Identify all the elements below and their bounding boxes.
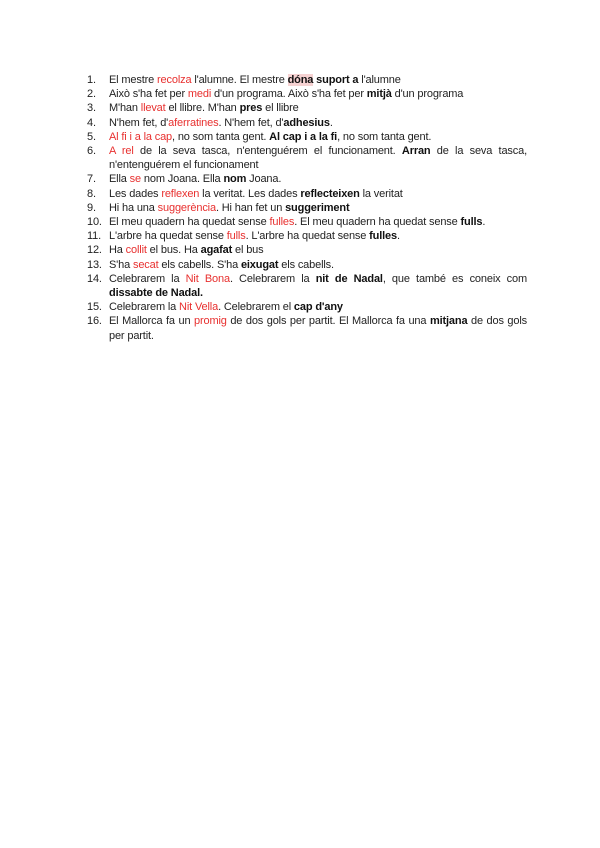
incorrect-form: fulles [269,216,295,229]
sentence [109,201,527,215]
list-item [87,144,527,172]
plain-text: d'un programa [391,88,464,101]
incorrect-form: recolza [157,74,192,86]
item-number: 8. [87,187,96,200]
correct-form: nit de Nadal [315,272,383,285]
correct-form: mitjana [429,315,468,328]
incorrect-form: Nit Vella [179,301,219,314]
sentence [109,130,527,144]
list-item [87,215,527,229]
item-number: 5. [87,130,96,143]
item-number: 2. [87,88,96,101]
correct-form: fulls [460,216,483,229]
incorrect-form: Nit Bona [185,272,230,285]
plain-text: . Celebrarem la [229,272,316,285]
correct-form: Al cap i a la fi [269,130,338,143]
sentence [109,144,527,172]
list-item [87,116,527,130]
sentence [109,243,527,257]
plain-text: la veritat. Les dades [199,187,301,200]
plain-text: . Hi han fet un [215,201,286,214]
plain-text: Ella [109,173,130,186]
item-number: 3. [87,102,96,115]
incorrect-form: A rel [109,145,134,158]
correct-form: adhesius [283,116,330,129]
correct-form: eixugat [240,258,279,271]
sentence [109,215,527,229]
incorrect-form: llevat [140,102,166,115]
plain-text: Hi ha una [109,201,158,214]
plain-text: nom Joana. Ella [140,173,224,186]
list-item [87,300,527,314]
item-number: 9. [87,201,96,214]
list-item [87,172,527,186]
plain-text: . L'arbre ha quedat sense [245,230,370,243]
plain-text: l'alumne. El mestre [191,74,288,86]
plain-text: . El meu quadern ha quedat sense [294,216,461,229]
sentence [109,87,527,101]
plain-text: Joana. [246,173,282,186]
plain-text: . N'hem fet, d' [218,116,284,129]
plain-text: Celebrarem la [109,301,180,314]
plain-text: , no som tanta gent. [337,130,432,143]
plain-text: S'ha [109,258,133,271]
correct-form: dissabte de Nadal. [109,287,203,300]
plain-text: . [482,216,486,229]
plain-text: l'alumne [358,74,401,86]
plain-text: la veritat [359,187,403,200]
item-number: 6. [87,145,96,158]
list-item [87,258,527,272]
item-number: 12. [87,244,102,257]
plain-text: els cabells. [278,258,334,271]
plain-text: Ha [109,244,126,257]
plain-text: el llibre. M'han [165,102,240,115]
plain-text: Celebrarem la [109,272,186,285]
sentence [109,229,527,243]
item-number: 10. [87,216,102,229]
plain-text: L'arbre ha quedat sense [109,230,227,243]
sentence [109,272,527,300]
plain-text: , que també es coneix com [382,272,528,285]
item-number: 11. [87,230,102,243]
item-number: 16. [87,315,102,328]
incorrect-form: Al fi i a la cap [109,130,173,143]
incorrect-form: medi [187,88,212,101]
plain-text: . [329,116,333,129]
sentence [109,300,527,314]
plain-text: El Mallorca fa un [109,315,195,328]
sentence [109,172,527,186]
sentence [109,314,527,342]
plain-text: El mestre [109,74,158,86]
item-number: 4. [87,116,96,129]
correct-form: suport a [313,74,359,86]
incorrect-form: collit [125,244,147,257]
correct-form: cap d'any [293,301,343,314]
plain-text: de la seva tasca, n'entenguérem el funcionament. [133,145,402,158]
incorrect-form: secat [132,258,159,271]
incorrect-form: suggerència [157,201,216,214]
plain-text: El meu quadern ha quedat sense [109,216,270,229]
plain-text: . Celebrarem el [218,301,294,314]
list-item [87,130,527,144]
plain-text: el llibre [262,102,299,115]
correct-form: Arran [401,145,431,158]
item-number: 15. [87,301,102,314]
plain-text: de dos gols per partit. El Mallorca fa una [226,315,430,328]
list-item [87,87,527,101]
plain-text: Les dades [109,187,162,200]
plain-text: de la seva tasca, n'entenguérem el funcionament [109,145,528,172]
plain-text: M'han [109,102,141,115]
sentence [109,101,527,115]
correct-form: reflecteixen [300,187,360,200]
incorrect-form: fulls [226,230,246,243]
list-item [87,187,527,201]
sentence [109,73,527,87]
correct-form: suggeriment [285,201,350,214]
plain-text: d'un programa. Això s'ha fet per [211,88,367,101]
plain-text: els cabells. S'ha [158,258,241,271]
incorrect-form: reflexen [161,187,200,200]
plain-text: N'hem fet, d' [109,116,169,129]
correct-form: mitjà [366,88,392,101]
list-item [87,73,527,87]
plain-text: el bus [232,244,264,257]
plain-text: . [397,230,400,243]
plain-text: Això s'ha fet per [109,88,188,101]
incorrect-form: se [129,173,141,186]
item-number: 14. [87,272,102,285]
item-number: 13. [87,258,102,271]
item-number: 1. [87,74,96,86]
plain-text: de dos gols per partit. [109,315,527,342]
list-item [87,272,527,300]
list-item [87,229,527,243]
correct-form: pres [239,102,263,115]
list-item [87,201,527,215]
correct-form: agafat [200,244,233,257]
list-item [87,314,527,342]
incorrect-form: aferratines [168,116,219,129]
highlighted-text: dóna [287,74,314,86]
plain-text: , no som tanta gent. [172,130,270,143]
correct-form: nom [223,173,247,186]
sentence [109,116,527,130]
numbered-list [87,73,527,343]
plain-text: el bus. Ha [146,244,201,257]
incorrect-form: promig [194,315,227,328]
correct-form: fulles [369,230,397,243]
list-item [87,243,527,257]
sentence [109,187,527,201]
list-item [87,101,527,115]
item-number: 7. [87,173,96,186]
sentence [109,258,527,272]
